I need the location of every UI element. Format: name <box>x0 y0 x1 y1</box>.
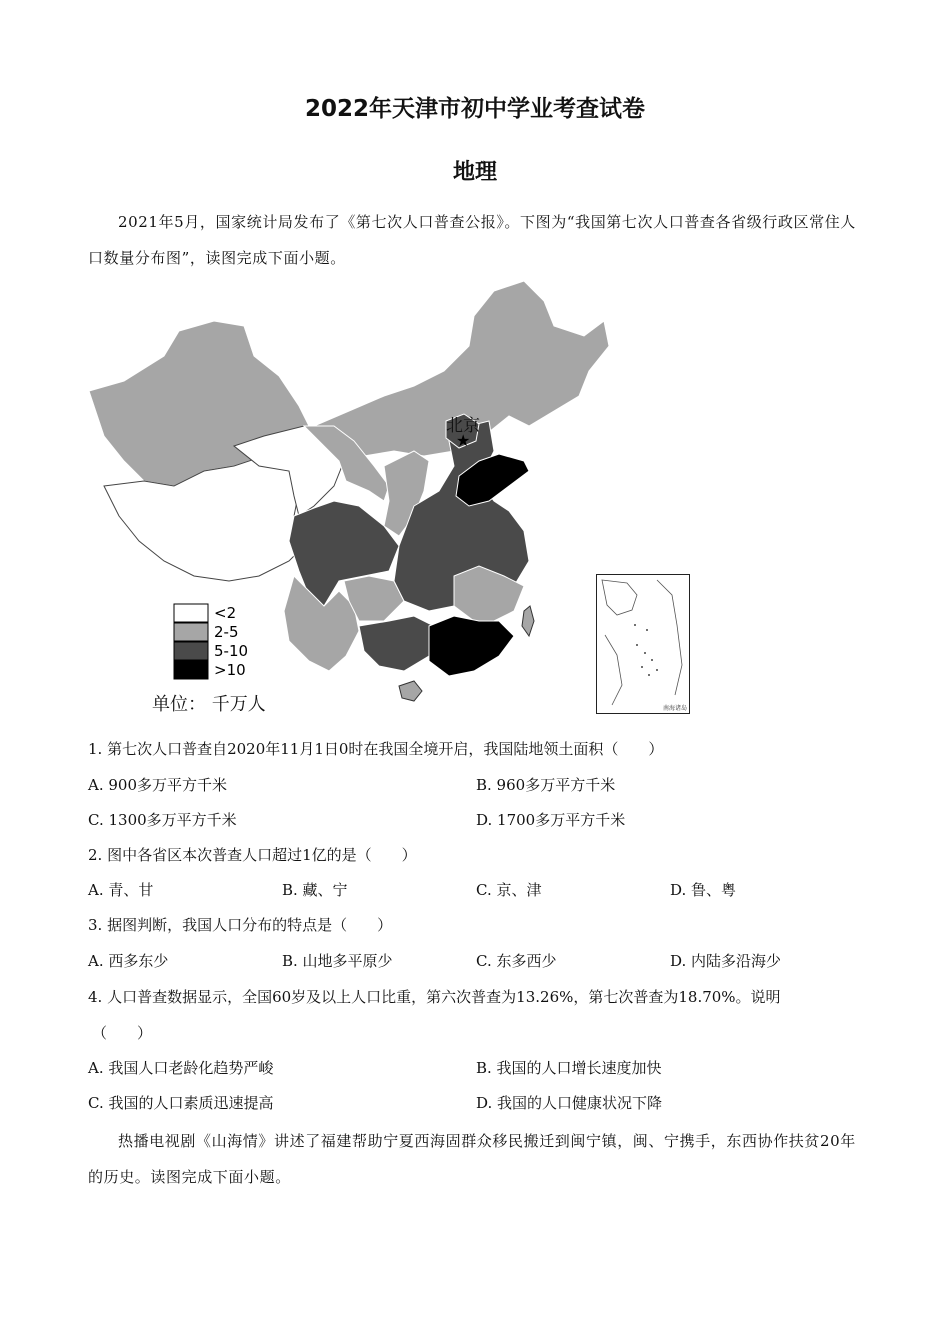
legend-swatch-4 <box>174 661 208 679</box>
population-map <box>84 276 614 716</box>
question-4-stem: 4. 人口普查数据显示，全国60岁及以上人口比重，第六次普查为13.26%，第七次普查为18.70%。说明 <box>88 988 781 1006</box>
region-hainan <box>399 681 422 701</box>
legend-label-3: 5-10 <box>214 642 249 660</box>
beijing-label: 北京 <box>446 416 480 436</box>
legend-label-4: >10 <box>214 661 246 679</box>
q4-option-a[interactable]: A. 我国人口老龄化趋势严峻 <box>88 1059 274 1077</box>
question-3-stem: 3. 据图判断，我国人口分布的特点是（ ） <box>88 916 393 934</box>
legend-label-1: <2 <box>214 604 237 622</box>
q1-option-c[interactable]: C. 1300多万平方千米 <box>88 811 237 829</box>
q4-option-b[interactable]: B. 我国的人口增长速度加快 <box>476 1059 662 1077</box>
q3-option-b[interactable]: B. 山地多平原少 <box>282 952 393 970</box>
q4-option-d[interactable]: D. 我国的人口健康状况下降 <box>476 1094 663 1112</box>
map-unit: 单位： 千万人 <box>152 694 266 715</box>
south-china-sea-inset <box>596 574 690 714</box>
q3-option-a[interactable]: A. 西多东少 <box>88 952 169 970</box>
outro-paragraph: 热播电视剧《山海情》讲述了福建帮助宁夏西海固群众移民搬迁到闽宁镇，闽、宁携手，东西协作扶贫20年的历史。读图完成下面小题。 <box>88 1132 856 1186</box>
beijing-star-icon: ★ <box>456 431 471 450</box>
inset-caption: 南海诸岛 <box>662 705 687 712</box>
q3-option-d[interactable]: D. 内陆多沿海少 <box>670 952 782 970</box>
exam-title: 2022年天津市初中学业考查试卷 <box>304 96 645 122</box>
legend-swatch-3 <box>174 642 208 660</box>
q2-option-a[interactable]: A. 青、甘 <box>88 881 154 899</box>
region-guangxi <box>359 616 434 671</box>
q1-option-a[interactable]: A. 900多万平方千米 <box>88 776 227 794</box>
q1-option-b[interactable]: B. 960多万平方千米 <box>476 776 616 794</box>
q2-option-c[interactable]: C. 京、津 <box>476 881 542 899</box>
question-2-stem: 2. 图中各省区本次普查人口超过1亿的是（ ） <box>88 846 417 864</box>
question-1-stem: 1. 第七次人口普查自2020年11月1日0时在我国全境开启，我国陆地领土面积（ ） <box>88 740 664 758</box>
inset-map <box>597 575 689 713</box>
q4-option-c[interactable]: C. 我国的人口素质迅速提高 <box>88 1094 274 1112</box>
intro-paragraph: 2021年5月，国家统计局发布了《第七次人口普查公报》。下图为“我国第七次人口普查各省级行政区常住人口数量分布图”，读图完成下面小题。 <box>88 213 856 267</box>
question-4-stem-cont: （ ） <box>92 1024 153 1042</box>
q2-option-d[interactable]: D. 鲁、粤 <box>670 881 737 899</box>
q2-option-b[interactable]: B. 藏、宁 <box>282 881 348 899</box>
region-guangdong <box>429 616 514 676</box>
subject-title: 地理 <box>452 160 497 185</box>
q3-option-c[interactable]: C. 东多西少 <box>476 952 557 970</box>
legend-swatch-1 <box>174 604 208 622</box>
legend-label-2: 2-5 <box>214 623 239 641</box>
region-taiwan <box>522 606 534 636</box>
legend-swatch-2 <box>174 623 208 641</box>
q1-option-d[interactable]: D. 1700多万平方千米 <box>476 811 626 829</box>
